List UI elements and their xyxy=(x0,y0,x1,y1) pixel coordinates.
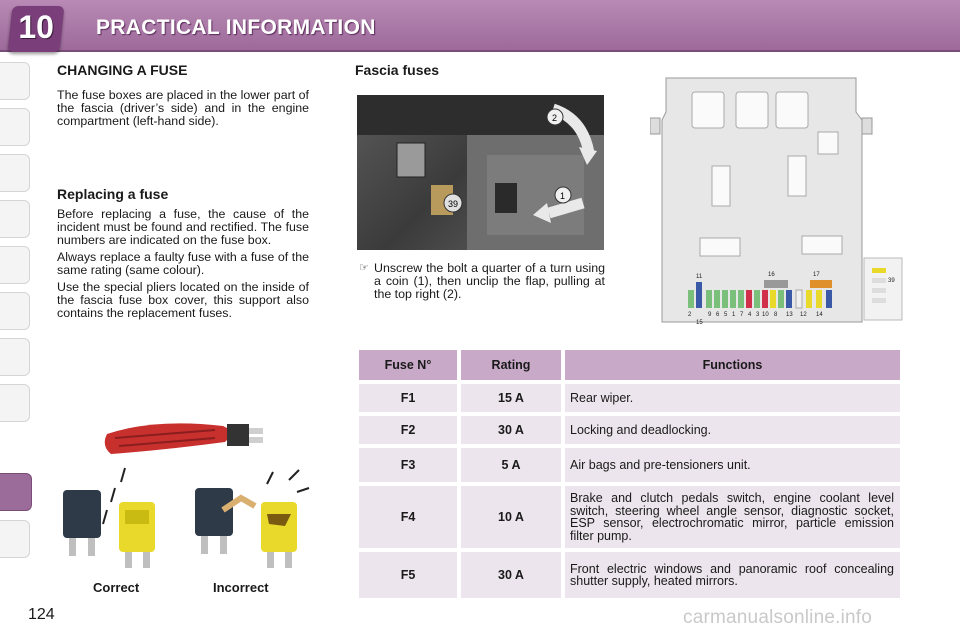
chapter-number: 10 xyxy=(18,9,54,45)
intro-paragraph xyxy=(57,89,309,132)
chapter-tab[interactable] xyxy=(0,384,30,422)
fascia-photo xyxy=(357,95,604,250)
fuse-number: F3 xyxy=(359,448,457,482)
fuse-rating: 30 A xyxy=(461,552,561,598)
fuse-label: 6 xyxy=(716,312,720,318)
fuse-label: 17 xyxy=(813,272,820,278)
intro-text: The fuse boxes are placed in the lower part of the fascia (driver’s side) and in the engine compartment (left-hand side). xyxy=(57,88,309,128)
fuse-label: 3 xyxy=(756,312,760,318)
incorrect-caption: Incorrect xyxy=(213,580,269,595)
page-number: 124 xyxy=(28,606,55,623)
pointing-hand-icon: ☞ xyxy=(359,262,369,274)
fuse-label: 7 xyxy=(740,312,744,318)
fuse-label: 1 xyxy=(732,312,736,318)
watermark: carmanualsonline.info xyxy=(683,607,873,628)
fuse-39-inset xyxy=(864,258,902,320)
fuse-function: Locking and deadlocking. xyxy=(565,416,900,444)
fuse-label: 14 xyxy=(816,312,823,318)
chapter-tab[interactable] xyxy=(0,292,30,330)
pliers-icon xyxy=(105,423,263,454)
photo-callout: 39 xyxy=(448,199,459,209)
fuse-box-diagram xyxy=(650,72,910,328)
fuse-number: F1 xyxy=(359,384,457,412)
header-divider xyxy=(0,50,960,52)
fuse-label: 10 xyxy=(762,312,769,318)
chapter-tab[interactable] xyxy=(0,154,30,192)
chapter-tab[interactable] xyxy=(0,246,30,284)
fuse-function: Rear wiper. xyxy=(565,384,900,412)
fuse-label: 39 xyxy=(888,278,895,284)
fuse-table xyxy=(355,346,904,602)
fuse-number: F5 xyxy=(359,552,457,598)
chapter-tab[interactable] xyxy=(0,200,30,238)
fuse-label: 5 xyxy=(724,312,728,318)
fuse-label: 12 xyxy=(800,312,807,318)
fuse-label: 13 xyxy=(786,312,793,318)
fuse-label: 15 xyxy=(696,320,703,326)
table-row xyxy=(359,384,900,412)
fuse-label: 8 xyxy=(774,312,778,318)
instruction-text: Unscrew the bolt a quarter of a turn using a coin (1), then unclip the flap, pulling at the top right (2). xyxy=(374,261,605,301)
instruction-bullet xyxy=(357,262,605,301)
chapter-tab[interactable] xyxy=(0,62,30,100)
photo-callout: 1 xyxy=(560,191,566,201)
fuse-function: Brake and clutch pedals switch, engine coolant level switch, steering wheel angle sensor, diagnostic socket, ESP sensor, electrochromatic mirror, particle emission filter pump. xyxy=(565,486,900,548)
fuse-rating: 10 A xyxy=(461,486,561,548)
fascia-heading: Fascia fuses xyxy=(355,62,440,78)
replacing-paragraphs xyxy=(57,208,309,324)
fuse-rating: 5 A xyxy=(461,448,561,482)
paragraph: Before replacing a fuse, the cause of the incident must be found and rectified. The fuse numbers are indicated on the fuse box. xyxy=(57,207,309,247)
fuse-label: 11 xyxy=(696,274,703,280)
section-heading: CHANGING A FUSE xyxy=(57,62,188,78)
fuse-function: Front electric windows and panoramic roof concealing shutter supply, heated mirrors. xyxy=(565,552,900,598)
paragraph: Always replace a faulty fuse with a fuse of the same rating (same colour). xyxy=(57,250,309,277)
fuse-number: F2 xyxy=(359,416,457,444)
chapter-tab[interactable] xyxy=(0,520,30,558)
fuse-rating: 30 A xyxy=(461,416,561,444)
fuse-label: 2 xyxy=(688,312,692,318)
correct-caption: Correct xyxy=(93,580,140,595)
fuse-rating: 15 A xyxy=(461,384,561,412)
column-header: Functions xyxy=(565,350,900,380)
table-row xyxy=(359,486,900,548)
page-title: PRACTICAL INFORMATION xyxy=(96,16,376,39)
table-row xyxy=(359,448,900,482)
incorrect-fuse-icon xyxy=(195,488,297,568)
sub-heading: Replacing a fuse xyxy=(57,186,169,202)
table-row xyxy=(359,416,900,444)
chapter-tab[interactable] xyxy=(0,108,30,146)
column-header: Fuse N° xyxy=(359,350,457,380)
correct-fuse-icon xyxy=(63,490,155,568)
fuse-pliers-illustration xyxy=(55,410,315,580)
column-header: Rating xyxy=(461,350,561,380)
fuse-label: 4 xyxy=(748,312,752,318)
photo-callout: 2 xyxy=(552,113,558,123)
table-row xyxy=(359,552,900,598)
chapter-tabs xyxy=(0,62,30,572)
fuse-function: Air bags and pre-tensioners unit. xyxy=(565,448,900,482)
fuse-number: F4 xyxy=(359,486,457,548)
chapter-badge xyxy=(8,6,65,52)
fuse-label: 16 xyxy=(768,272,775,278)
chapter-tab[interactable] xyxy=(0,338,30,376)
paragraph: Use the special pliers located on the inside of the fascia fuse box cover, this support also contains the replacement fuses. xyxy=(57,280,309,320)
fuse-label: 9 xyxy=(708,312,712,318)
chapter-tab-active[interactable] xyxy=(0,473,32,511)
